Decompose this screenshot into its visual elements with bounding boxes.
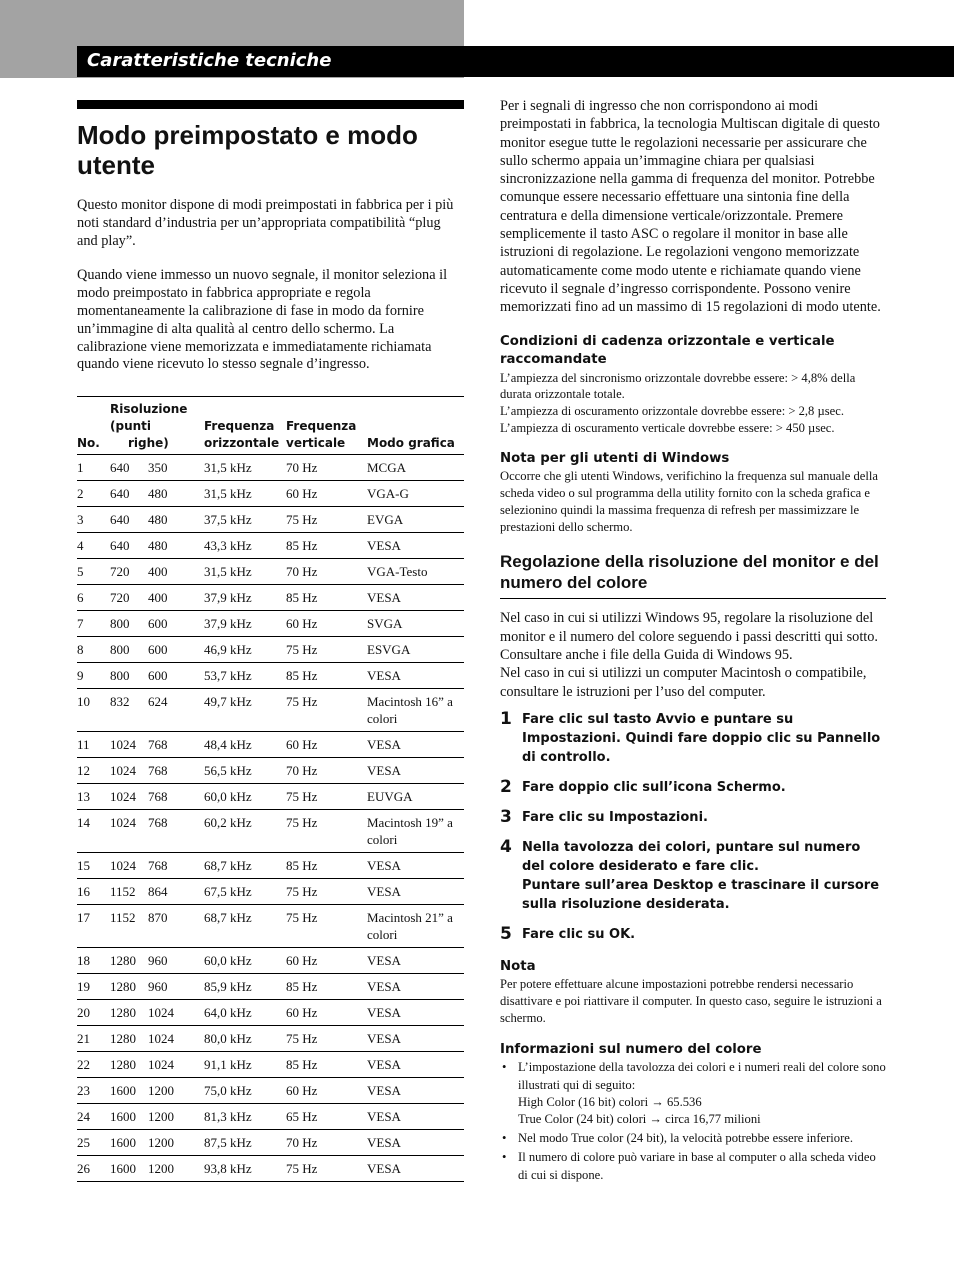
cell-resolution — [110, 507, 204, 533]
cell-freq-h: 68,7 kHz — [204, 905, 286, 948]
cell-freq-v: 60 Hz — [286, 1000, 367, 1026]
bullet-2-text: Nel modo True color (24 bit), la velocità potrebbe essere inferiore. — [518, 1131, 854, 1146]
resolution-text-2: Nel caso in cui si utilizzi un computer Macintosh o compatibile, consultare le istruzioni per l’uso del computer. — [500, 665, 867, 700]
cell-mode: VESA — [367, 663, 464, 689]
cell-mode: Macintosh 19” a colori — [367, 810, 464, 853]
resolution-height: 600 — [148, 642, 168, 658]
cell-freq-h: 85,9 kHz — [204, 974, 286, 1000]
cell-no: 18 — [77, 948, 110, 974]
list-item — [500, 1059, 886, 1128]
table-row — [77, 1156, 464, 1182]
resolution-width: 1024 — [110, 858, 136, 874]
cell-resolution — [110, 879, 204, 905]
table-row — [77, 585, 464, 611]
table-row — [77, 1026, 464, 1052]
cell-resolution — [110, 732, 204, 758]
col-header-no: No. — [77, 397, 110, 455]
table-row — [77, 732, 464, 758]
col-header-resolution-punti: (punti — [110, 419, 152, 434]
resolution-height: 1200 — [148, 1083, 174, 1099]
info-heading: Informazioni sul numero del colore — [500, 1041, 762, 1057]
cell-mode: VESA — [367, 1052, 464, 1078]
cell-freq-v: 75 Hz — [286, 689, 367, 732]
multiscan-paragraph: Per i segnali di ingresso che non corrispondono ai modi preimpostati in fabbrica, la tecnologia Multiscan digitale di questo monitor esegue tutte le regolazioni necessarie per assicurare che sullo schermo appaia un’immagine chiara per qualsiasi sincronizzazione nella gamma di frequenza del monitor. Potrebbe comunque essere necessario effettuare una sintonia fine della centratura e della dimensione verticale/orizzontale. Premere semplicemente il tasto ASC o regolare il monitor in base alle istruzioni di regolazione. Le regolazioni vengono memorizzate automaticamente come modo utente e richiamate quando viene ricevuto il segnale d’ingresso corrispondente. Possono venire memorizzati fino ad un massimo di 15 regolazioni di modo utente. — [500, 98, 881, 316]
cell-mode: VESA — [367, 1026, 464, 1052]
cell-resolution — [110, 1104, 204, 1130]
cell-freq-h: 60,0 kHz — [204, 784, 286, 810]
resolution-text-1: Nel caso in cui si utilizzi Windows 95, regolare la risoluzione del monitor e il numero del colore seguendo i passi descritti qui sotto. Consultare anche i file della Guida di Windows 95. — [500, 610, 879, 664]
table-row — [77, 533, 464, 559]
list-item — [500, 1149, 886, 1183]
cond-line-1: L’ampiezza del sincronismo orizzontale dovrebbe essere: > 4,8% della durata orizzontale totale. — [500, 370, 856, 402]
cell-no: 17 — [77, 905, 110, 948]
cell-freq-h: 93,8 kHz — [204, 1161, 252, 1177]
resolution-width: 1024 — [110, 737, 136, 753]
resolution-height: 870 — [148, 910, 168, 926]
resolution-height: 864 — [148, 884, 168, 900]
cell-no: 11 — [77, 732, 110, 758]
step-text: Fare doppio clic sull’icona Schermo. — [522, 779, 786, 795]
step-number: 4 — [500, 836, 512, 857]
cell-freq-h: 37,9 kHz — [204, 585, 286, 611]
page-title — [77, 120, 464, 180]
cell-freq-v: 75 Hz — [286, 637, 367, 663]
resolution-width: 640 — [110, 486, 130, 502]
resolution-height: 1024 — [148, 1057, 174, 1073]
cell-mode: VESA — [367, 758, 464, 784]
col-header-resolution — [110, 397, 204, 455]
cell-freq-h: 56,5 kHz — [204, 758, 286, 784]
resolution-height: 480 — [148, 486, 168, 502]
cell-mode: VESA — [367, 585, 464, 611]
resolution-height: 480 — [148, 538, 168, 554]
cell-freq-v: 75 Hz — [286, 879, 367, 905]
col-header-freq-v-bottom: verticale — [286, 436, 346, 451]
cell-resolution — [110, 905, 204, 948]
table-row — [77, 455, 464, 481]
cell-freq-h: 75,0 kHz — [204, 1078, 286, 1104]
cell-freq-v: 85 Hz — [286, 533, 367, 559]
cell-freq-h: 68,7 kHz — [204, 853, 286, 879]
resolution-width: 1600 — [110, 1161, 136, 1177]
cell-resolution — [110, 611, 204, 637]
cell-no: 2 — [77, 481, 110, 507]
resolution-height: 1200 — [148, 1135, 174, 1151]
resolution-width: 832 — [110, 694, 130, 710]
resolution-height: 600 — [148, 616, 168, 632]
nota-text: Per potere effettuare alcune impostazioni potrebbe rendersi necessario disattivare e poi riattivare il computer. In questo caso, seguire le istruzioni a schermo. — [500, 977, 882, 1026]
page-title-line1: Modo preimpostato e modo — [77, 120, 418, 150]
cell-freq-v: 60 Hz — [286, 611, 367, 637]
cell-resolution — [110, 1000, 204, 1026]
cell-mode: VESA — [367, 1161, 401, 1177]
cell-resolution — [110, 810, 204, 853]
cell-mode: VGA-G — [367, 481, 464, 507]
resolution-width: 800 — [110, 642, 130, 658]
resolution-width: 1600 — [110, 1109, 136, 1125]
cell-freq-v: 60 Hz — [286, 1078, 367, 1104]
cell-mode: MCGA — [367, 455, 464, 481]
cell-mode: ESVGA — [367, 637, 464, 663]
table-row — [77, 1130, 464, 1156]
step-4-text-b: Puntare sull’area Desktop e trascinare il cursore sulla risoluzione desiderata. — [522, 877, 880, 912]
resolution-width: 800 — [110, 616, 130, 632]
step-text: Fare clic su OK. — [522, 926, 636, 942]
cell-resolution — [110, 559, 204, 585]
resolution-heading: Regolazione della risoluzione del monitor e del numero del colore — [500, 551, 886, 599]
cell-freq-v: 75 Hz — [286, 1026, 367, 1052]
cell-freq-h: 37,9 kHz — [204, 611, 286, 637]
cell-no: 13 — [77, 784, 110, 810]
resolution-width: 1024 — [110, 763, 136, 779]
preset-modes-table — [77, 396, 464, 1182]
cell-mode: VESA — [367, 732, 464, 758]
cell-no: 9 — [77, 663, 110, 689]
table-row — [77, 1078, 464, 1104]
page-title-line2: utente — [77, 150, 155, 180]
resolution-height: 768 — [148, 737, 168, 753]
step-text — [522, 838, 886, 914]
cell-resolution — [110, 853, 204, 879]
cell-no: 25 — [77, 1130, 110, 1156]
step-1 — [500, 710, 886, 767]
cell-resolution — [110, 689, 204, 732]
col-header-freq-h-bottom: orizzontale — [204, 436, 280, 451]
resolution-height: 400 — [148, 564, 168, 580]
cell-freq-v: 75 Hz — [286, 507, 367, 533]
title-rule — [77, 100, 464, 109]
cond-line-2: L’ampiezza di oscuramento orizzontale dovrebbe essere: > 2,8 µsec. — [500, 404, 844, 419]
resolution-width: 1280 — [110, 953, 136, 969]
cell-resolution — [110, 637, 204, 663]
color-info-list — [500, 1059, 886, 1183]
table-row — [77, 905, 464, 948]
resolution-width: 1024 — [110, 815, 136, 831]
bullet-icon: • — [502, 1150, 507, 1165]
cell-freq-v: 60 Hz — [286, 481, 367, 507]
cell-freq-h: 60,0 kHz — [204, 948, 286, 974]
step-3 — [500, 808, 886, 827]
table-row — [77, 784, 464, 810]
step-4 — [500, 838, 886, 914]
cell-mode: EVGA — [367, 507, 464, 533]
cell-no: 21 — [77, 1026, 110, 1052]
cell-no: 12 — [77, 758, 110, 784]
step-text: Fare clic su Impostazioni. — [522, 809, 708, 825]
cell-freq-v: 65 Hz — [286, 1104, 367, 1130]
cell-freq-v: 85 Hz — [286, 585, 367, 611]
resolution-height: 1200 — [148, 1109, 174, 1125]
table-row — [77, 810, 464, 853]
cell-freq-v: 75 Hz — [286, 810, 367, 853]
resolution-height: 768 — [148, 763, 168, 779]
table-row — [77, 663, 464, 689]
section-header-bar — [77, 46, 954, 77]
cell-mode: VESA — [367, 879, 464, 905]
cell-no: 7 — [77, 611, 110, 637]
cell-mode: VESA — [367, 533, 464, 559]
resolution-width: 1280 — [110, 1057, 136, 1073]
cell-resolution — [110, 663, 204, 689]
cell-resolution — [110, 1026, 204, 1052]
cell-mode: VESA — [367, 1078, 464, 1104]
resolution-height: 400 — [148, 590, 168, 606]
cell-freq-h: 81,3 kHz — [204, 1104, 286, 1130]
resolution-height: 960 — [148, 953, 168, 969]
cell-freq-h: 80,0 kHz — [204, 1026, 286, 1052]
cell-freq-v: 60 Hz — [286, 948, 367, 974]
resolution-width: 1280 — [110, 979, 136, 995]
cell-resolution — [110, 1052, 204, 1078]
cell-freq-h: 91,1 kHz — [204, 1052, 286, 1078]
resolution-width: 1152 — [110, 884, 136, 900]
cell-mode: VESA — [367, 1000, 464, 1026]
col-header-freq-h — [204, 397, 286, 455]
cell-no: 20 — [77, 1000, 110, 1026]
cell-resolution — [110, 1156, 204, 1182]
windows-heading: Nota per gli utenti di Windows — [500, 450, 730, 466]
table-row — [77, 879, 464, 905]
left-column — [77, 100, 464, 1182]
table-row — [77, 637, 464, 663]
cond-heading: Condizioni di cadenza orizzontale e verticale raccomandate — [500, 333, 835, 368]
table-row — [77, 948, 464, 974]
resolution-height: 480 — [148, 512, 168, 528]
bullet-icon: • — [502, 1060, 507, 1075]
cell-no: 19 — [77, 974, 110, 1000]
table-row — [77, 689, 464, 732]
cell-freq-h: 37,5 kHz — [204, 507, 286, 533]
bullet-1-high-color: High Color (16 bit) colori → 65.536 — [518, 1094, 702, 1109]
table-row — [77, 1000, 464, 1026]
cell-no: 1 — [77, 455, 110, 481]
resolution-width: 640 — [110, 512, 130, 528]
col-header-mode: Modo grafica — [367, 397, 464, 455]
cell-freq-h: 43,3 kHz — [204, 533, 286, 559]
cell-mode: Macintosh 21” a colori — [367, 905, 464, 948]
table-row — [77, 481, 464, 507]
cell-no: 5 — [77, 559, 110, 585]
list-item — [500, 1130, 886, 1147]
table-row — [77, 507, 464, 533]
cell-resolution — [110, 585, 204, 611]
cell-mode: EUVGA — [367, 784, 464, 810]
cell-resolution — [110, 455, 204, 481]
cell-freq-v: 75 Hz — [286, 784, 367, 810]
steps-list — [500, 710, 886, 944]
cell-resolution — [110, 974, 204, 1000]
resolution-width: 720 — [110, 590, 130, 606]
resolution-width: 1280 — [110, 1031, 136, 1047]
cell-mode: Macintosh 16” a colori — [367, 689, 464, 732]
table-row — [77, 758, 464, 784]
cell-mode: VESA — [367, 1130, 464, 1156]
step-number: 1 — [500, 708, 512, 729]
cell-freq-v: 75 Hz — [286, 1161, 318, 1177]
cell-freq-h: 31,5 kHz — [204, 455, 286, 481]
cell-no: 24 — [77, 1104, 110, 1130]
cell-freq-h: 53,7 kHz — [204, 663, 286, 689]
table-row — [77, 1104, 464, 1130]
cell-mode: VESA — [367, 948, 464, 974]
cell-resolution — [110, 758, 204, 784]
cell-freq-v: 85 Hz — [286, 974, 367, 1000]
table-row — [77, 611, 464, 637]
cell-freq-h: 49,7 kHz — [204, 689, 286, 732]
table-row — [77, 559, 464, 585]
resolution-width: 1600 — [110, 1135, 136, 1151]
nota-heading: Nota — [500, 958, 536, 974]
table-row — [77, 1052, 464, 1078]
resolution-width: 1024 — [110, 789, 136, 805]
resolution-width: 1600 — [110, 1083, 136, 1099]
col-header-resolution-righe: righe) — [128, 436, 169, 451]
cell-no: 16 — [77, 879, 110, 905]
cell-freq-h: 60,2 kHz — [204, 810, 286, 853]
cell-mode: VGA-Testo — [367, 559, 464, 585]
cell-freq-v: 70 Hz — [286, 758, 367, 784]
bullet-1-text: L’impostazione della tavolozza dei colori e i numeri reali del colore sono illustrati qui di seguito: — [518, 1060, 886, 1092]
resolution-height: 768 — [148, 815, 168, 831]
resolution-height: 768 — [148, 789, 168, 805]
cell-no: 26 — [77, 1161, 90, 1177]
cell-freq-h: 64,0 kHz — [204, 1000, 286, 1026]
step-2 — [500, 778, 886, 797]
cell-freq-v: 85 Hz — [286, 663, 367, 689]
resolution-height: 600 — [148, 668, 168, 684]
cell-mode: VESA — [367, 1104, 464, 1130]
cell-freq-h: 31,5 kHz — [204, 559, 286, 585]
cell-freq-v: 70 Hz — [286, 455, 367, 481]
cell-no: 4 — [77, 533, 110, 559]
bullet-3-text: Il numero di colore può variare in base al computer o alla scheda video di cui si dispone. — [518, 1150, 876, 1182]
cell-mode: SVGA — [367, 611, 464, 637]
cell-no: 22 — [77, 1052, 110, 1078]
cell-no: 3 — [77, 507, 110, 533]
cond-line-3: L’ampiezza di oscuramento verticale dovrebbe essere: > 450 µsec. — [500, 420, 835, 435]
resolution-height: 960 — [148, 979, 168, 995]
cell-mode: VESA — [367, 853, 464, 879]
cell-freq-h: 31,5 kHz — [204, 481, 286, 507]
cell-resolution — [110, 784, 204, 810]
cell-freq-h: 48,4 kHz — [204, 732, 286, 758]
table-row — [77, 853, 464, 879]
resolution-height: 1024 — [148, 1031, 174, 1047]
cell-no: 8 — [77, 637, 110, 663]
col-header-resolution-title: Risoluzione — [110, 402, 188, 417]
step-5 — [500, 925, 886, 944]
cell-no: 14 — [77, 810, 110, 853]
cell-resolution — [110, 533, 204, 559]
resolution-width: 640 — [110, 538, 130, 554]
resolution-width: 720 — [110, 564, 130, 580]
cell-freq-h: 67,5 kHz — [204, 879, 286, 905]
table-row — [77, 974, 464, 1000]
section-title: Caratteristiche tecniche — [87, 50, 332, 71]
cell-no: 15 — [77, 853, 110, 879]
resolution-width: 1280 — [110, 1005, 136, 1021]
step-4-text-a: Nella tavolozza dei colori, puntare sul numero del colore desiderato e fare clic. — [522, 839, 861, 874]
resolution-height: 624 — [148, 694, 168, 710]
resolution-width: 1152 — [110, 910, 136, 926]
table-header-row — [77, 397, 464, 455]
bullet-1-true-color: True Color (24 bit) colori → circa 16,77 milioni — [518, 1111, 761, 1126]
cell-resolution — [110, 948, 204, 974]
bullet-icon: • — [502, 1131, 507, 1146]
col-header-freq-v — [286, 397, 367, 455]
cell-no: 6 — [77, 585, 110, 611]
cell-freq-v: 75 Hz — [286, 905, 367, 948]
cell-no: 10 — [77, 689, 110, 732]
cell-freq-v: 85 Hz — [286, 1052, 367, 1078]
col-header-freq-v-top: Frequenza — [286, 419, 357, 434]
step-number: 2 — [500, 776, 512, 797]
resolution-height: 768 — [148, 858, 168, 874]
resolution-height: 350 — [148, 460, 168, 476]
cell-mode: VESA — [367, 974, 464, 1000]
cell-freq-v: 60 Hz — [286, 732, 367, 758]
step-number: 5 — [500, 923, 512, 944]
cell-freq-v: 85 Hz — [286, 853, 367, 879]
cell-resolution — [110, 1078, 204, 1104]
cell-resolution — [110, 1130, 204, 1156]
intro-paragraph: Questo monitor dispone di modi preimpostati in fabbrica per i più noti standard d’industria per un’appropriata compatibilità “plug and play”. — [77, 197, 454, 249]
windows-text: Occorre che gli utenti Windows, verifichino la frequenza sul manuale della scheda video o sul programma della utility fornito con la scheda grafica e selezionino quindi la massima frequenza di refresh per massimizzare le prestazioni dello schermo. — [500, 469, 878, 534]
resolution-height: 1024 — [148, 1005, 174, 1021]
resolution-height: 1200 — [148, 1161, 174, 1177]
table-body — [77, 455, 464, 1182]
step-text: Fare clic sul tasto Avvio e puntare su Impostazioni. Quindi fare doppio clic su Pannello di controllo. — [522, 711, 881, 765]
resolution-width: 800 — [110, 668, 130, 684]
cell-no: 23 — [77, 1078, 110, 1104]
step-number: 3 — [500, 806, 512, 827]
signal-paragraph: Quando viene immesso un nuovo segnale, il monitor seleziona il modo preimpostato in fabbrica appropriate e regola momentaneamente la calibrazione di fase in modo da fornire un’immagine di alta qualità al centro dello schermo. La calibrazione viene memorizzata e immediatamente richiamata quando viene ricevuto lo stesso segnale d’ingresso. — [77, 267, 448, 373]
col-header-freq-h-top: Frequenza — [204, 419, 275, 434]
cell-freq-v: 70 Hz — [286, 1130, 367, 1156]
cell-freq-h: 46,9 kHz — [204, 637, 286, 663]
right-column — [500, 97, 886, 1184]
cell-freq-h: 87,5 kHz — [204, 1130, 286, 1156]
cell-freq-v: 70 Hz — [286, 559, 367, 585]
resolution-width: 640 — [110, 460, 130, 476]
cell-resolution — [110, 481, 204, 507]
